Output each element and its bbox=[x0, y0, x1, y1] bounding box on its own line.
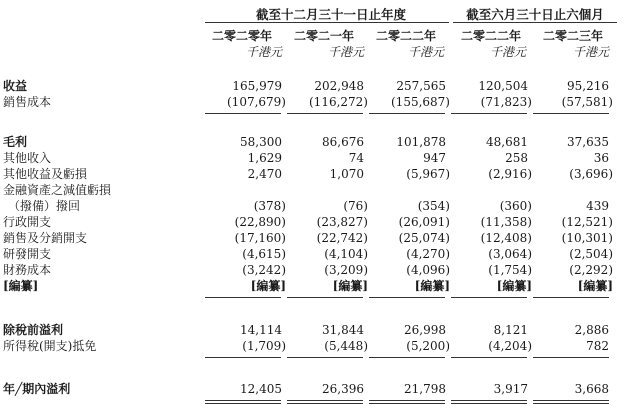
table-row bbox=[0, 322, 633, 338]
cell-value: (12,408) bbox=[480, 231, 532, 245]
cell-value: (5,200) bbox=[406, 339, 450, 353]
cell-value: (1,754) bbox=[488, 263, 532, 277]
cell-value: [編纂] bbox=[496, 279, 532, 293]
table-row bbox=[0, 78, 633, 94]
year-header-4: 二零二二年 bbox=[460, 29, 521, 43]
cell-value: 947 bbox=[423, 151, 446, 165]
cell-value: 782 bbox=[586, 339, 609, 353]
subtotal-rule bbox=[369, 297, 445, 298]
row-label: 金融資產之減值虧損 bbox=[3, 183, 112, 197]
subtotal-rule bbox=[533, 113, 609, 114]
cell-value: (155,687) bbox=[391, 95, 450, 109]
cell-value: (26,091) bbox=[398, 215, 450, 229]
cell-value: 3,917 bbox=[493, 382, 528, 396]
cell-value: 2,886 bbox=[574, 323, 609, 337]
cell-value: 86,676 bbox=[322, 135, 364, 149]
header-group-year-underline bbox=[205, 22, 449, 23]
row-label: 除稅前溢利 bbox=[3, 323, 64, 337]
cell-value: 26,396 bbox=[322, 382, 364, 396]
row-label: 銷售及分銷開支 bbox=[3, 231, 88, 245]
cell-value: (12,521) bbox=[561, 215, 613, 229]
year-header-5: 二零二三年 bbox=[542, 29, 603, 43]
total-double-rule bbox=[287, 400, 363, 404]
total-double-rule bbox=[369, 400, 445, 404]
cell-value: 8,121 bbox=[493, 323, 528, 337]
cell-value: 58,300 bbox=[240, 135, 282, 149]
cell-value: 37,635 bbox=[567, 135, 609, 149]
cell-value: 1,070 bbox=[329, 167, 364, 181]
cell-value: (10,301) bbox=[561, 231, 613, 245]
subtotal-rule bbox=[369, 357, 445, 358]
cell-value: 3,668 bbox=[574, 382, 609, 396]
row-label: 所得稅(開支)抵免 bbox=[3, 339, 97, 353]
cell-value: (116,272) bbox=[309, 95, 368, 109]
row-label: 財務成本 bbox=[3, 263, 52, 277]
subtotal-rule bbox=[451, 113, 527, 114]
cell-value: 12,405 bbox=[240, 382, 282, 396]
year-header-1: 二零二零年 bbox=[211, 29, 272, 43]
cell-value: 21,798 bbox=[404, 382, 446, 396]
table-row bbox=[0, 134, 633, 150]
cell-value: 120,504 bbox=[478, 79, 528, 93]
cell-value: 14,114 bbox=[240, 323, 282, 337]
cell-value: (354) bbox=[417, 199, 450, 213]
header-group-year: 截至十二月三十一日止年度 bbox=[255, 7, 406, 22]
cell-value: 165,979 bbox=[232, 79, 282, 93]
table-row bbox=[0, 262, 633, 278]
unit-label-3: 千港元 bbox=[407, 45, 444, 59]
row-label: 其他收入 bbox=[3, 151, 52, 165]
cell-value: 258 bbox=[505, 151, 528, 165]
cell-value: 74 bbox=[348, 151, 364, 165]
cell-value: (2,916) bbox=[488, 167, 532, 181]
subtotal-rule bbox=[451, 297, 527, 298]
subtotal-rule bbox=[451, 357, 527, 358]
cell-value: [編纂] bbox=[250, 279, 286, 293]
subtotal-rule bbox=[287, 113, 363, 114]
cell-value: 2,470 bbox=[247, 167, 282, 181]
cell-value: [編纂] bbox=[577, 279, 613, 293]
table-row bbox=[0, 230, 633, 246]
row-label: 毛利 bbox=[3, 135, 28, 149]
cell-value: (3,064) bbox=[488, 247, 532, 261]
cell-value: 101,878 bbox=[396, 135, 446, 149]
cell-value: (4,270) bbox=[406, 247, 450, 261]
cell-value: (76) bbox=[343, 199, 368, 213]
subtotal-rule bbox=[533, 357, 609, 358]
cell-value: 257,565 bbox=[396, 79, 446, 93]
row-label: 年╱期內溢利 bbox=[3, 382, 71, 396]
subtotal-rule bbox=[287, 297, 363, 298]
cell-value: [編纂] bbox=[332, 279, 368, 293]
cell-value: [編纂] bbox=[414, 279, 450, 293]
table-row bbox=[0, 381, 633, 397]
subtotal-rule bbox=[205, 113, 281, 114]
cell-value: (3,696) bbox=[569, 167, 613, 181]
cell-value: (17,160) bbox=[234, 231, 286, 245]
header-group-half: 截至六月三十日止六個月 bbox=[466, 7, 604, 22]
cell-value: (4,104) bbox=[324, 247, 368, 261]
cell-value: (107,679) bbox=[227, 95, 286, 109]
row-label: 收益 bbox=[3, 79, 28, 93]
cell-value: 36 bbox=[593, 151, 609, 165]
cell-value: (22,742) bbox=[316, 231, 368, 245]
cell-value: (25,074) bbox=[398, 231, 450, 245]
cell-value: (4,204) bbox=[488, 339, 532, 353]
cell-value: (360) bbox=[499, 199, 532, 213]
table-row bbox=[0, 94, 633, 110]
cell-value: (57,581) bbox=[561, 95, 613, 109]
subtotal-rule bbox=[369, 113, 445, 114]
total-double-rule bbox=[205, 400, 281, 404]
unit-label-5: 千港元 bbox=[572, 45, 609, 59]
cell-value: (4,615) bbox=[242, 247, 286, 261]
cell-value: 1,629 bbox=[247, 151, 282, 165]
subtotal-rule bbox=[205, 357, 281, 358]
subtotal-rule bbox=[205, 297, 281, 298]
cell-value: 48,681 bbox=[486, 135, 528, 149]
cell-value: (11,358) bbox=[480, 215, 532, 229]
cell-value: (1,709) bbox=[242, 339, 286, 353]
total-double-rule bbox=[451, 400, 527, 404]
unit-label-1: 千港元 bbox=[245, 45, 282, 59]
row-label: 行政開支 bbox=[3, 215, 52, 229]
header-group-half-underline bbox=[453, 22, 617, 23]
unit-label-2: 千港元 bbox=[327, 45, 364, 59]
cell-value: (2,504) bbox=[569, 247, 613, 261]
cell-value: 439 bbox=[586, 199, 609, 213]
cell-value: (23,827) bbox=[316, 215, 368, 229]
cell-value: (3,242) bbox=[242, 263, 286, 277]
cell-value: (5,967) bbox=[406, 167, 450, 181]
table-row bbox=[0, 166, 633, 182]
cell-value: 26,998 bbox=[404, 323, 446, 337]
total-double-rule bbox=[533, 400, 609, 404]
table-row bbox=[0, 198, 633, 214]
row-label: [編纂] bbox=[3, 279, 39, 293]
cell-value: (3,209) bbox=[324, 263, 368, 277]
row-label: 銷售成本 bbox=[3, 95, 52, 109]
cell-value: (71,823) bbox=[480, 95, 532, 109]
table-row bbox=[0, 278, 633, 294]
cell-value: (5,448) bbox=[324, 339, 368, 353]
year-header-2: 二零二一年 bbox=[293, 29, 354, 43]
cell-value: 202,948 bbox=[314, 79, 364, 93]
row-label: （撥備）撥回 bbox=[8, 199, 81, 213]
cell-value: (2,292) bbox=[569, 263, 613, 277]
cell-value: (22,890) bbox=[234, 215, 286, 229]
table-row bbox=[0, 182, 633, 198]
cell-value: 95,216 bbox=[567, 79, 609, 93]
year-header-3: 二零二二年 bbox=[375, 29, 436, 43]
subtotal-rule bbox=[287, 357, 363, 358]
subtotal-rule bbox=[533, 297, 609, 298]
table-row bbox=[0, 214, 633, 230]
row-label: 其他收益及虧損 bbox=[3, 167, 88, 181]
cell-value: (4,096) bbox=[406, 263, 450, 277]
row-label: 研發開支 bbox=[3, 247, 52, 261]
table-row bbox=[0, 246, 633, 262]
cell-value: (378) bbox=[253, 199, 286, 213]
table-row bbox=[0, 150, 633, 166]
unit-label-4: 千港元 bbox=[489, 45, 526, 59]
cell-value: 31,844 bbox=[322, 323, 364, 337]
table-row bbox=[0, 338, 633, 354]
